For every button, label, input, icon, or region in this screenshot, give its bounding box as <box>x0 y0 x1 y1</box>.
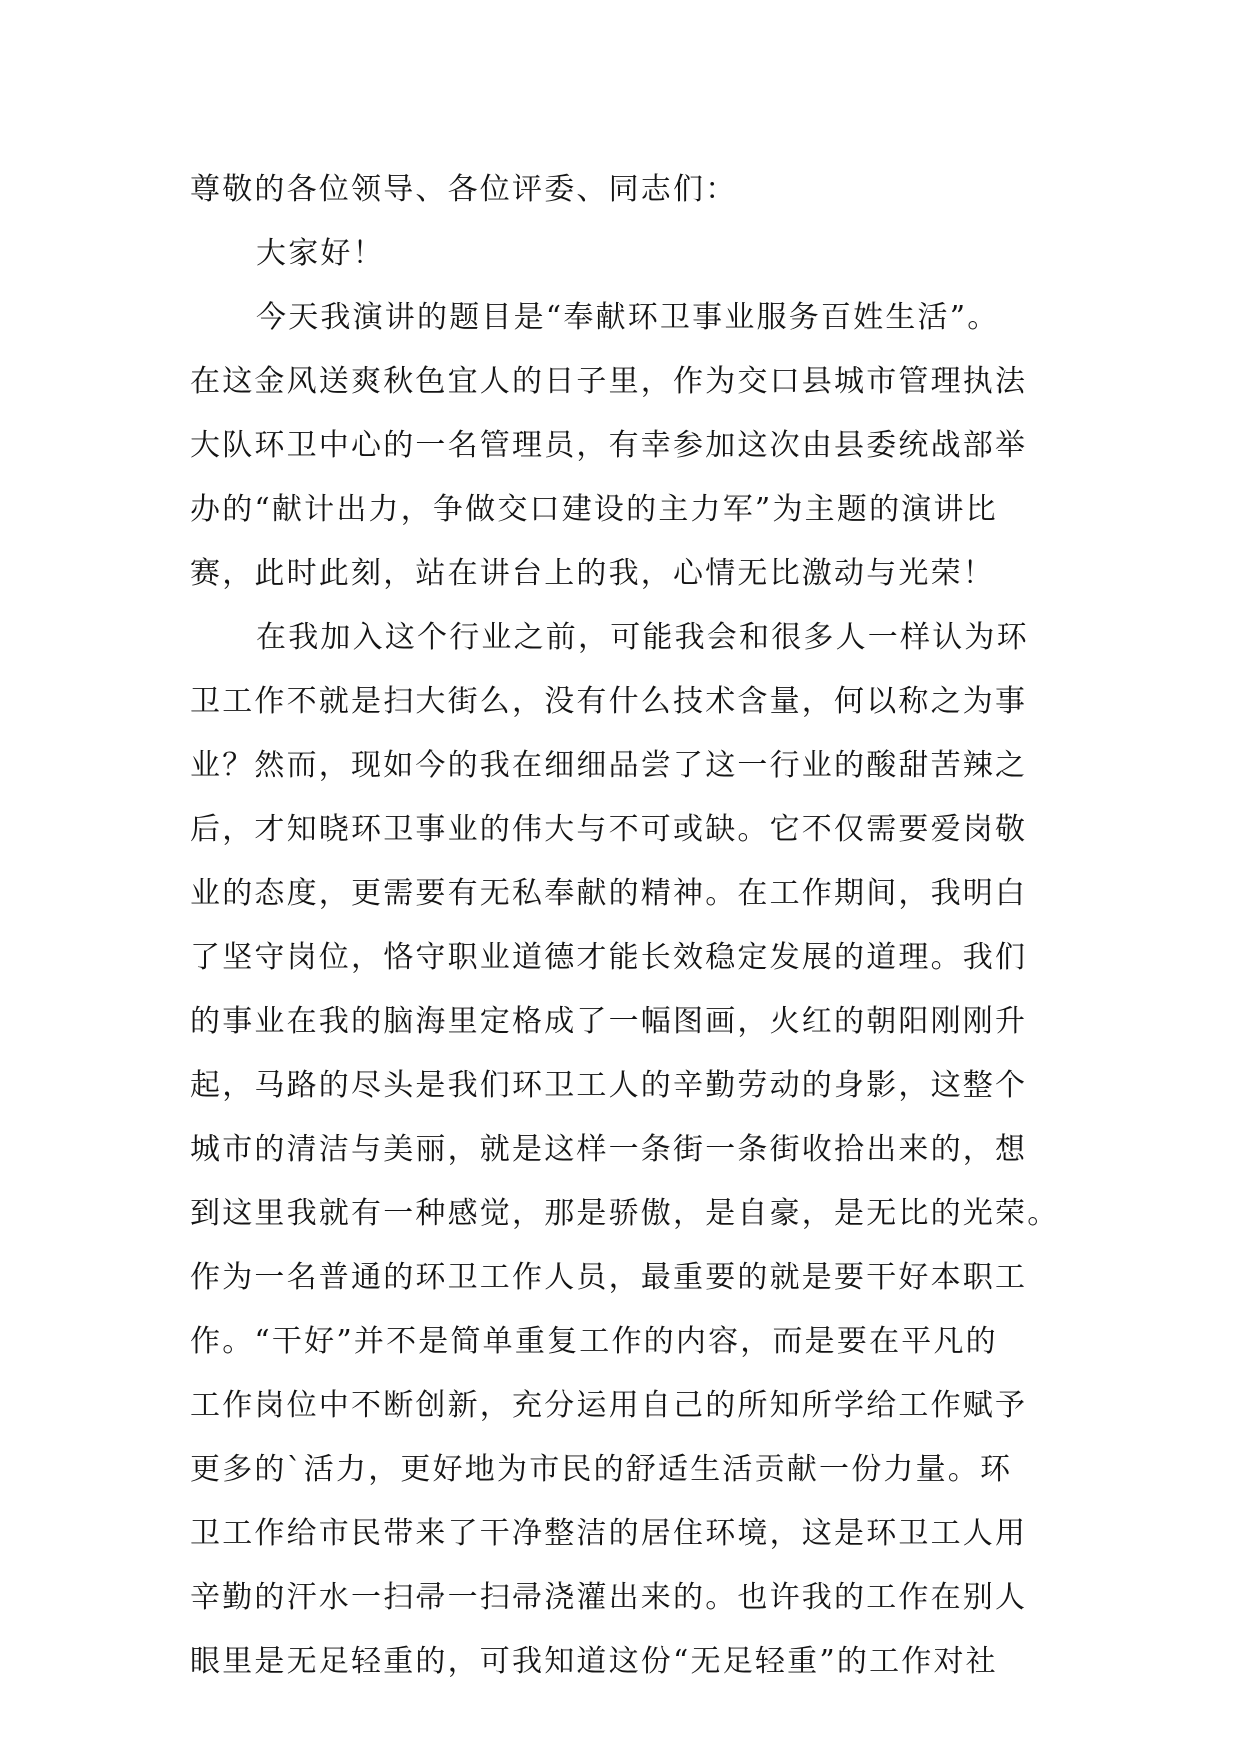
text-line: 办的“献计出力，争做交口建设的主力军”为主题的演讲比 <box>190 492 998 527</box>
text-line: 的事业在我的脑海里定格成了一幅图画，火红的朝阳刚刚升 <box>190 1004 1028 1039</box>
text-line: 业？然而，现如今的我在细细品尝了这一行业的酸甜苦辣之 <box>190 748 1028 783</box>
text-line: 卫工作给市民带来了干净整洁的居住环境，这是环卫工人用 <box>190 1516 1028 1551</box>
text-line: 业的态度，更需要有无私奉献的精神。在工作期间，我明白 <box>190 876 1028 911</box>
text-line: 了坚守岗位，恪守职业道德才能长效稳定发展的道理。我们 <box>190 940 1028 975</box>
text-line: 尊敬的各位领导、各位评委、同志们： <box>190 172 738 207</box>
text-line: 城市的清洁与美丽，就是这样一条街一条街收拾出来的，想 <box>190 1132 1028 1167</box>
text-line: 起，马路的尽头是我们环卫工人的辛勤劳动的身影，这整个 <box>190 1068 1028 1103</box>
text-line: 大家好！ <box>256 236 385 271</box>
text-line: 在我加入这个行业之前，可能我会和很多人一样认为环 <box>256 620 1029 655</box>
text-line: 在这金风送爽秋色宜人的日子里，作为交口县城市管理执法 <box>190 364 1028 399</box>
text-line: 辛勤的汗水一扫帚一扫帚浇灌出来的。也许我的工作在别人 <box>190 1580 1028 1615</box>
text-line: 大队环卫中心的一名管理员，有幸参加这次由县委统战部举 <box>190 428 1028 463</box>
text-line: 工作岗位中不断创新，充分运用自己的所知所学给工作赋予 <box>190 1388 1028 1423</box>
text-line: 后，才知晓环卫事业的伟大与不可或缺。它不仅需要爱岗敬 <box>190 812 1028 847</box>
speech-text <box>190 158 1060 1694</box>
text-line: 卫工作不就是扫大街么，没有什么技术含量，何以称之为事 <box>190 684 1028 719</box>
text-line: 赛，此时此刻，站在讲台上的我，心情无比激动与光荣！ <box>190 556 995 591</box>
text-line: 到这里我就有一种感觉，那是骄傲，是自豪，是无比的光荣。 <box>190 1196 1060 1231</box>
text-line: 眼里是无足轻重的，可我知道这份“无足轻重”的工作对社 <box>190 1644 998 1679</box>
text-line: 更多的`活力，更好地为市民的舒适生活贡献一份力量。环 <box>190 1452 1013 1487</box>
text-line: 作为一名普通的环卫工作人员，最重要的就是要干好本职工 <box>190 1260 1028 1295</box>
text-line: 作。“干好”并不是简单重复工作的内容，而是要在平凡的 <box>190 1324 998 1359</box>
text-line: 今天我演讲的题目是“奉献环卫事业服务百姓生活”。 <box>256 300 1000 335</box>
